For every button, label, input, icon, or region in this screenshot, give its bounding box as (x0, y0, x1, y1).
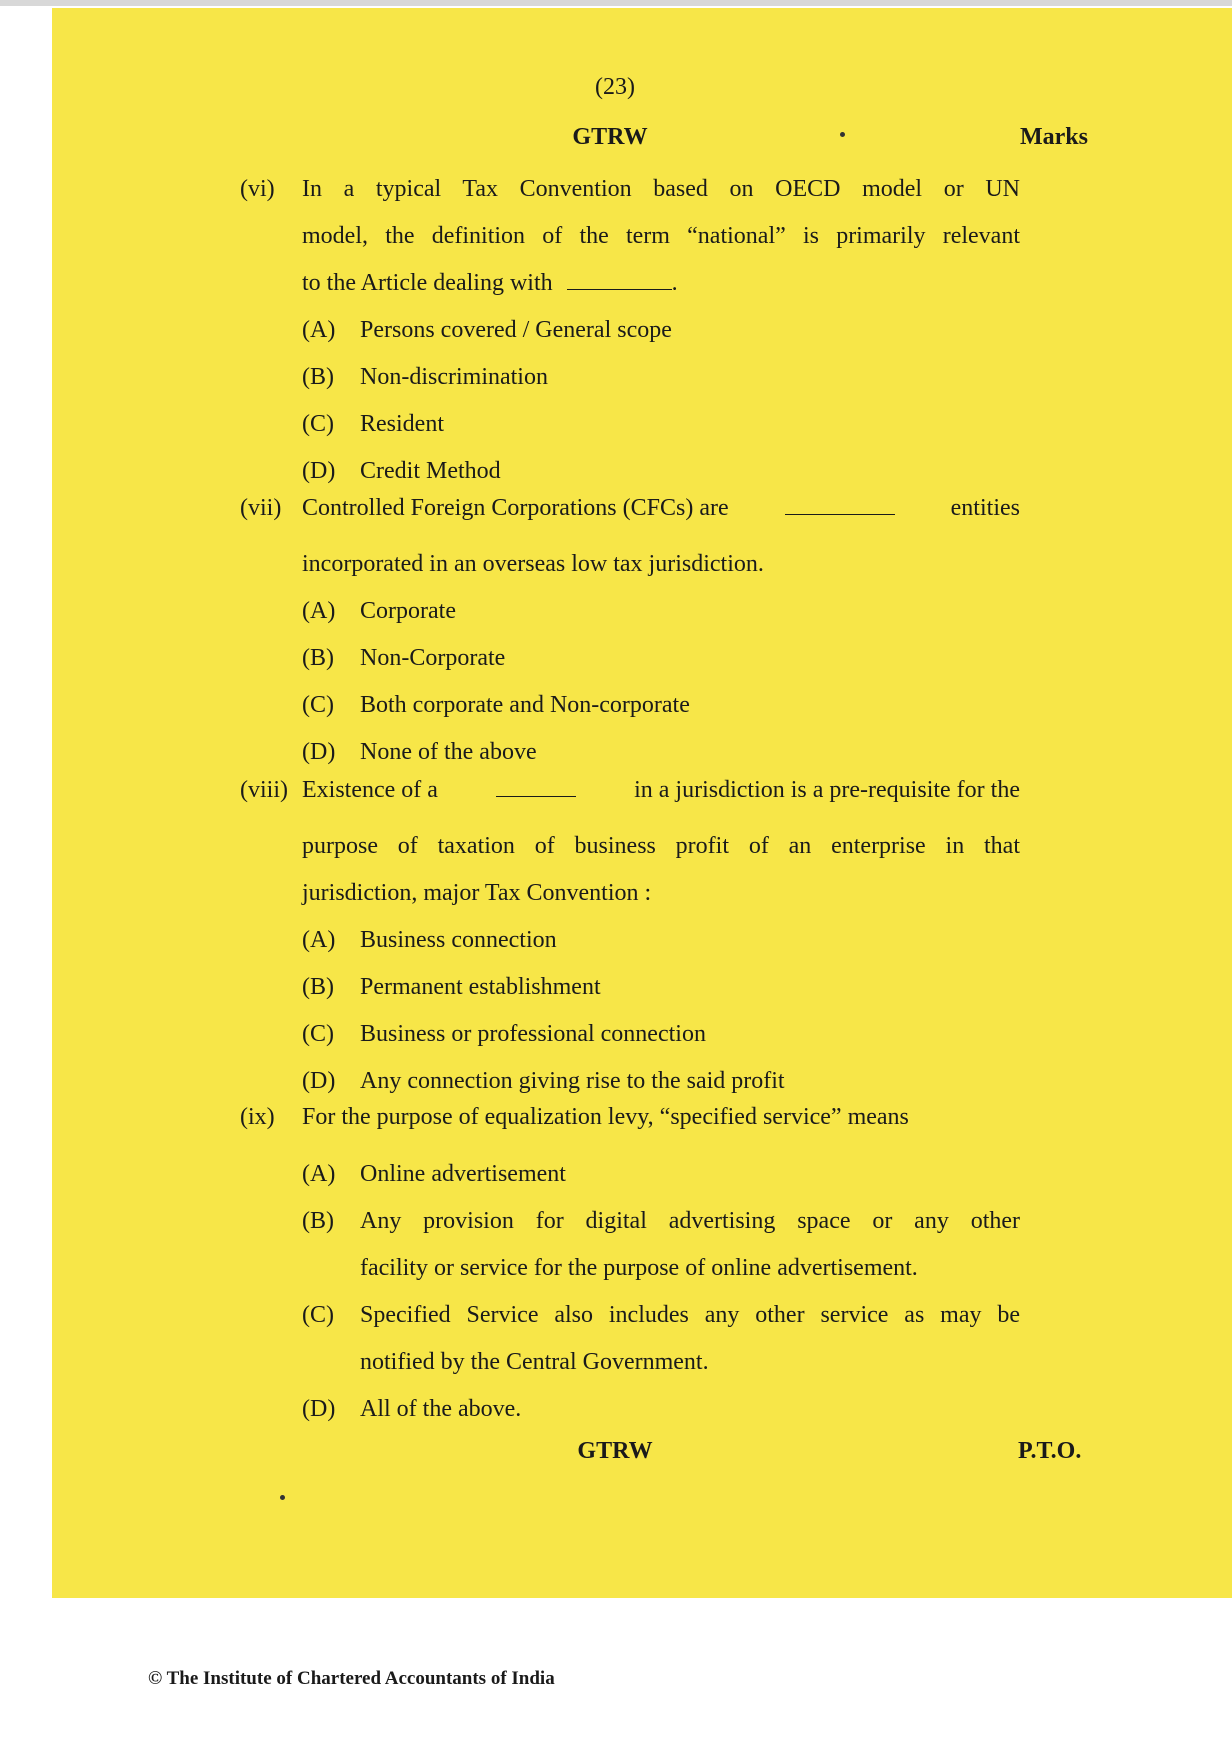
option-letter: (C) (302, 1302, 334, 1328)
option-letter: (B) (302, 1208, 334, 1234)
option-text: Any provision for digital advertising space or any other (360, 1208, 1020, 1234)
question-stem-line: model, the definition of the term “national” is primarily relevant (302, 223, 1020, 249)
option-a (302, 1151, 1020, 1198)
question-stem: entities (950, 495, 1020, 521)
option-text: Corporate (360, 598, 456, 624)
answer-blank (567, 269, 672, 290)
question-stem-line: to the Article dealing with (302, 270, 553, 296)
option-c (302, 1292, 1020, 1386)
option-d (302, 729, 1020, 776)
paper-code-footer: GTRW (577, 1438, 653, 1464)
option-text: Both corporate and Non-corporate (360, 692, 690, 718)
option-c (302, 401, 1020, 448)
option-b (302, 354, 1020, 401)
option-d (302, 1386, 1020, 1433)
option-text: All of the above. (360, 1396, 522, 1422)
option-text: None of the above (360, 739, 537, 765)
option-text: facility or service for the purpose of online advertisement. (360, 1255, 918, 1281)
option-letter: (C) (302, 1021, 334, 1047)
option-text: Business or professional connection (360, 1021, 706, 1047)
option-letter: (D) (302, 458, 336, 484)
option-letter: (C) (302, 692, 334, 718)
option-letter: (C) (302, 411, 334, 437)
question-stem-line: incorporated in an overseas low tax jurisdiction. (302, 551, 764, 577)
stray-mark (280, 1495, 285, 1500)
question-stem-line: jurisdiction, major Tax Convention : (302, 880, 652, 906)
option-b (302, 1198, 1020, 1292)
question-stem: in a jurisdiction is a pre-requisite for the (634, 777, 1020, 803)
question-vi (240, 166, 1020, 495)
stray-mark (840, 132, 845, 137)
question-stem: For the purpose of equalization levy, “specified service” means (302, 1104, 909, 1130)
option-text: Online advertisement (360, 1161, 566, 1187)
option-b (302, 964, 1020, 1011)
paper-code-header: GTRW (572, 124, 648, 150)
option-letter: (B) (302, 974, 334, 1000)
question-ix (240, 1104, 1020, 1433)
option-c (302, 682, 1020, 729)
question-stem-line: purpose of taxation of business profit of an enterprise in that (302, 833, 1020, 859)
option-b (302, 635, 1020, 682)
option-text: notified by the Central Government. (360, 1349, 709, 1375)
question-vii (240, 494, 1020, 776)
question-stem-end: . (671, 270, 678, 296)
option-letter: (A) (302, 927, 336, 953)
option-text: Permanent establishment (360, 974, 601, 1000)
answer-blank (785, 494, 895, 515)
option-a (302, 307, 1020, 354)
option-letter: (A) (302, 1161, 336, 1187)
option-text: Persons covered / General scope (360, 317, 672, 343)
copyright-notice: © The Institute of Chartered Accountants of India (148, 1668, 555, 1689)
option-letter: (D) (302, 1068, 336, 1094)
option-text: Resident (360, 411, 444, 437)
option-d (302, 1058, 1020, 1105)
please-turn-over: P.T.O. (1018, 1438, 1082, 1464)
option-text: Any connection giving rise to the said profit (360, 1068, 785, 1094)
option-d (302, 448, 1020, 495)
option-c (302, 1011, 1020, 1058)
question-number: (vi) (240, 176, 275, 202)
question-number: (viii) (240, 777, 288, 803)
marks-column-header: Marks (1020, 124, 1088, 150)
question-number: (vii) (240, 495, 282, 521)
question-stem: Controlled Foreign Corporations (CFCs) are (302, 495, 729, 521)
answer-blank (496, 776, 576, 797)
option-letter: (B) (302, 645, 334, 671)
sheet-top-edge (0, 0, 1232, 6)
option-letter: (A) (302, 317, 336, 343)
page-number: (23) (595, 74, 635, 100)
option-a (302, 588, 1020, 635)
option-letter: (D) (302, 739, 336, 765)
option-letter: (B) (302, 364, 334, 390)
option-text: Credit Method (360, 458, 501, 484)
option-text: Specified Service also includes any other service as may be (360, 1302, 1020, 1328)
option-text: Non-discrimination (360, 364, 548, 390)
option-a (302, 917, 1020, 964)
option-letter: (D) (302, 1396, 336, 1422)
question-number: (ix) (240, 1104, 275, 1130)
option-text: Non-Corporate (360, 645, 506, 671)
option-text: Business connection (360, 927, 557, 953)
option-letter: (A) (302, 598, 336, 624)
question-stem: Existence of a (302, 777, 438, 803)
question-stem-line: In a typical Tax Convention based on OECD model or UN (302, 176, 1020, 202)
question-viii (240, 776, 1020, 1105)
